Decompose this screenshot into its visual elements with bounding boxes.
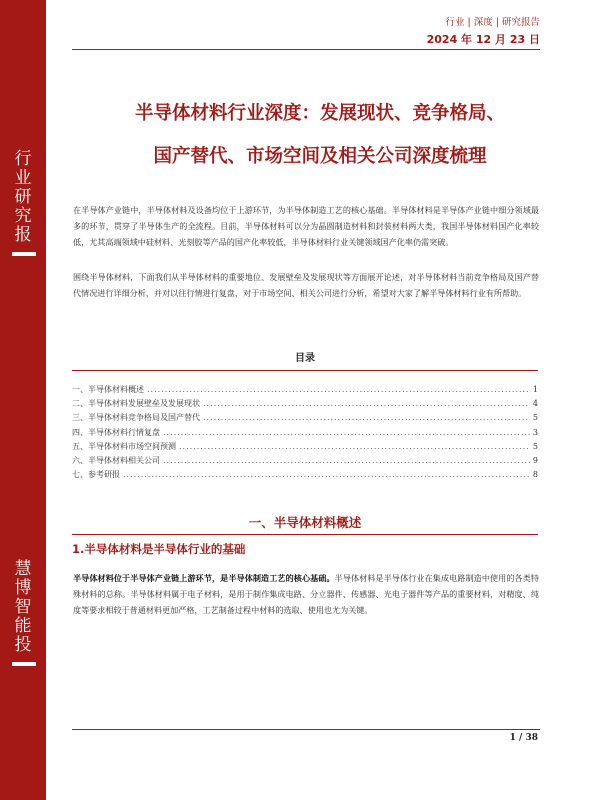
section-lead-sentence: 半导体材料位于半导体产业链上游环节，是半导体制造工艺的核心基础。 bbox=[73, 573, 335, 583]
toc-title: 目录 bbox=[295, 353, 315, 364]
toc-item-page: 5 bbox=[532, 441, 538, 451]
toc-item-label: 七、参考研报 bbox=[72, 470, 120, 480]
sidebar-top-divider bbox=[12, 252, 36, 256]
toc-leader-dots bbox=[123, 468, 530, 482]
toc-item-page: 3 bbox=[532, 427, 538, 437]
sidebar-top-char: 业 bbox=[14, 168, 32, 188]
sidebar-bottom-char: 能 bbox=[14, 616, 32, 636]
header-rule bbox=[72, 49, 540, 50]
section-paragraph bbox=[73, 571, 539, 618]
toc-item-page: 1 bbox=[532, 385, 538, 394]
section-title: 一、半导体材料概述 bbox=[248, 515, 362, 530]
report-title-line-2: 国产替代、市场空间及相关公司深度梳理 bbox=[153, 146, 487, 167]
sidebar-bottom-label bbox=[0, 560, 46, 655]
sidebar-bottom-divider bbox=[12, 662, 36, 666]
toc-item[interactable] bbox=[72, 440, 538, 454]
toc-item[interactable] bbox=[72, 397, 538, 411]
sidebar-top-char: 究 bbox=[14, 206, 32, 226]
report-title-line-1: 半导体材料行业深度：发展现状、竞争格局、 bbox=[134, 103, 505, 124]
toc-item-page: 5 bbox=[532, 413, 538, 423]
toc-leader-dots bbox=[163, 426, 530, 440]
sidebar-bottom-char: 智 bbox=[14, 597, 32, 617]
page-number: 1 / 38 bbox=[509, 733, 538, 743]
sidebar-top-char: 研 bbox=[14, 187, 32, 207]
subsection-title: 1.半导体材料是半导体行业的基础 bbox=[72, 542, 246, 556]
sidebar-top-char: 行 bbox=[14, 149, 32, 169]
toc-item[interactable] bbox=[72, 411, 538, 425]
toc-item-page: 4 bbox=[532, 399, 538, 409]
toc-item-label: 五、半导体材料市场空间预测 bbox=[72, 441, 176, 451]
toc-item-label: 一、半导体材料概述 bbox=[72, 385, 144, 394]
toc-item[interactable] bbox=[72, 468, 538, 482]
toc-item[interactable] bbox=[72, 454, 538, 468]
toc-item[interactable] bbox=[72, 383, 538, 397]
toc-rule bbox=[72, 370, 538, 371]
toc-item-label: 四、半导体材料行情复盘 bbox=[72, 427, 160, 437]
intro-paragraph-1: 在半导体产业链中，半导体材料及设备均位于上游环节，为半导体制造工艺的核心基础。半导体材料是半导体产业链中细分领域最多的环节，贯穿了半导体生产的全流程。目前，半导体材料可以分为晶圆制造材料和封装材料两大类，我国半导体材料国产化率较低，尤其高端领域中硅材料、光刻胶等产品的国产化率较低，半导体材料行业关键领域国产化率仍需突破。 bbox=[73, 205, 539, 247]
section-body-text: 半导体材料是半导体行业在集成电路制造中使用的各类特殊材料的总称。半导体材料属于电子材料，是用于制作集成电路、分立器件、传感器、光电子器件等产品的重要材料，对精度、纯度等要求相较于普通材料更加严格，工艺制备过程中材料的选取、使用也尤为关键。 bbox=[73, 573, 539, 615]
header-category: 行业 | 深度 | 研究报告 bbox=[445, 17, 540, 28]
toc-leader-dots bbox=[203, 411, 530, 425]
toc-leader-dots bbox=[179, 440, 530, 454]
sidebar-bottom-char: 慧 bbox=[14, 559, 32, 579]
sidebar-band bbox=[0, 0, 46, 800]
toc-item-label: 二、半导体材料发展壁垒及发展现状 bbox=[72, 399, 200, 409]
toc-leader-dots bbox=[147, 383, 530, 397]
sidebar-top-char: 报 bbox=[14, 225, 32, 245]
section-rule bbox=[72, 534, 538, 535]
toc-item[interactable] bbox=[72, 426, 538, 440]
table-of-contents bbox=[72, 383, 538, 482]
sidebar-bottom-char: 投 bbox=[14, 635, 32, 655]
sidebar-bottom-char: 博 bbox=[14, 578, 32, 598]
toc-item-label: 三、半导体材料竞争格局及国产替代 bbox=[72, 413, 200, 423]
toc-leader-dots bbox=[203, 397, 530, 411]
sidebar-top-label bbox=[0, 150, 46, 245]
intro-paragraph-2: 围绕半导体材料，下面我们从半导体材料的重要地位、发展壁垒及发展现状等方面展开论述，对半导体材料当前竞争格局及国产替代情况进行详细分析，并对以往行情进行复盘，对于市场空间、相关公司进行分析，希望对大家了解半导体材料行业有所帮助。 bbox=[73, 272, 539, 298]
toc-item-page: 9 bbox=[532, 456, 538, 466]
footer-rule bbox=[72, 729, 540, 730]
header-date: 2024 年 12 月 23 日 bbox=[426, 33, 540, 46]
toc-leader-dots bbox=[163, 454, 530, 468]
toc-item-page: 8 bbox=[532, 470, 538, 480]
toc-item-label: 六、半导体材料相关公司 bbox=[72, 456, 160, 466]
